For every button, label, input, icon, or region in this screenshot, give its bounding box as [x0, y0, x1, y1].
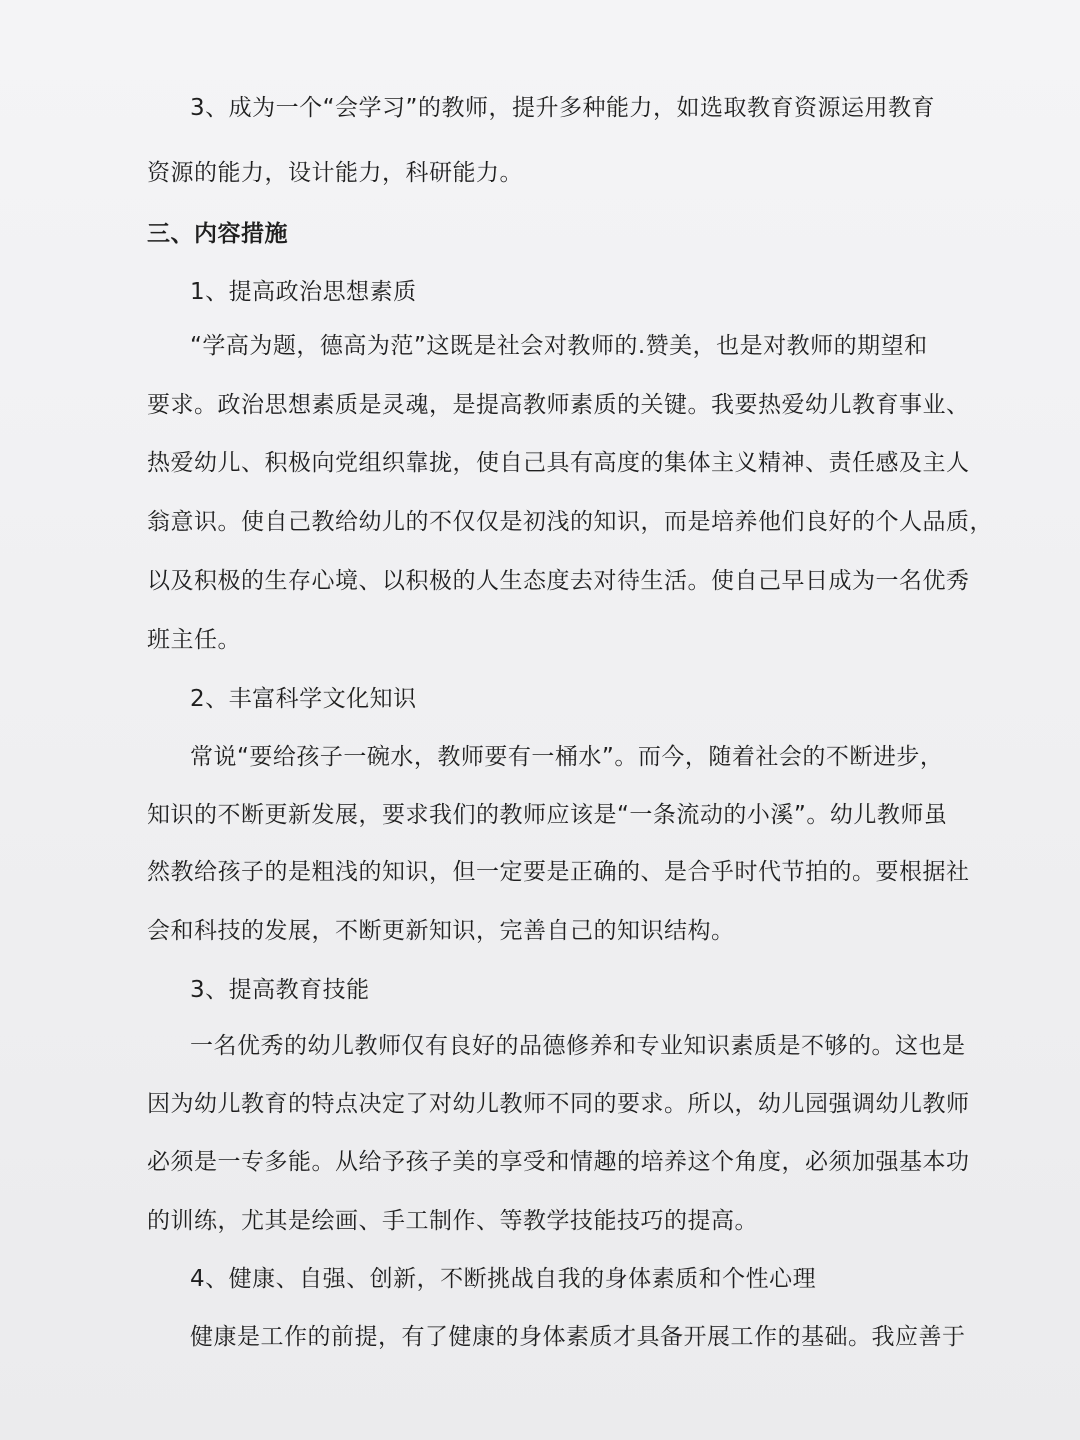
- text-line: 要求。政治思想素质是灵魂，是提高教师素质的关键。我要热爱幼儿教育事业、: [147, 392, 970, 418]
- text-line: 资源的能力，设计能力，科研能力。: [147, 160, 523, 186]
- text-line: 会和科技的发展，不断更新知识，完善自己的知识结构。: [147, 918, 735, 944]
- text-line: 健康是工作的前提，有了健康的身体素质才具备开展工作的基础。我应善于: [190, 1324, 966, 1350]
- text-line: 知识的不断更新发展，要求我们的教师应该是“一条流动的小溪”。幼儿教师虽: [147, 802, 948, 828]
- text-line: 热爱幼儿、积极向党组织靠拢，使自己具有高度的集体主义精神、责任感及主人: [147, 450, 970, 476]
- subsection-heading: 1、提高政治思想素质: [190, 279, 417, 305]
- text-line: 常说“要给孩子一碗水，教师要有一桶水”。而今，随着社会的不断进步，: [190, 744, 944, 770]
- section-heading: 三、内容措施: [147, 221, 288, 247]
- text-line: 一名优秀的幼儿教师仅有良好的品德修养和专业知识素质是不够的。这也是: [190, 1033, 966, 1059]
- text-line: 班主任。: [147, 627, 241, 653]
- subsection-heading: 4、健康、自强、创新，不断挑战自我的身体素质和个性心理: [190, 1266, 817, 1292]
- text-line: 必须是一专多能。从给予孩子美的享受和情趣的培养这个角度，必须加强基本功: [147, 1149, 970, 1175]
- text-line: 以及积极的生存心境、以积极的人生态度去对待生活。使自己早日成为一名优秀: [147, 568, 970, 594]
- subsection-heading: 3、提高教育技能: [190, 977, 370, 1003]
- text-line: “学高为题，德高为范”这既是社会对教师的.赞美，也是对教师的期望和: [190, 333, 928, 359]
- text-line: 的训练，尤其是绘画、手工制作、等教学技能技巧的提高。: [147, 1208, 758, 1234]
- text-line: 然教给孩子的是粗浅的知识，但一定要是正确的、是合乎时代节拍的。要根据社: [147, 859, 970, 885]
- text-line: 3、成为一个“会学习”的教师，提升多种能力，如选取教育资源运用教育: [190, 95, 935, 121]
- text-line: 因为幼儿教育的特点决定了对幼儿教师不同的要求。所以，幼儿园强调幼儿教师: [147, 1091, 970, 1117]
- text-line: 翁意识。使自己教给幼儿的不仅仅是初浅的知识，而是培养他们良好的个人品质，: [147, 509, 993, 535]
- subsection-heading: 2、丰富科学文化知识: [190, 686, 417, 712]
